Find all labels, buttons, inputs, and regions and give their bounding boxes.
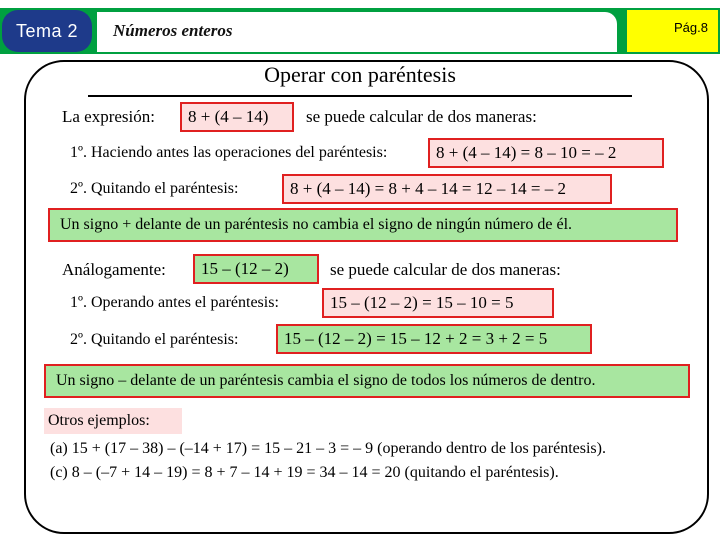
- page-title: Operar con paréntesis: [264, 62, 456, 87]
- second-method1-label: 1º. Operando antes el paréntesis:: [70, 294, 279, 311]
- example-a: (a) 15 + (17 – 38) – (–14 + 17) = 15 – 21 – 3 = – 9 (operando dentro de los paréntesis).: [50, 440, 606, 457]
- first-method1-label: 1º. Haciendo antes las operaciones del paréntesis:: [70, 144, 388, 161]
- second-method2-label: 2º. Quitando el paréntesis:: [70, 331, 239, 348]
- example-c: (c) 8 – (–7 + 14 – 19) = 8 + 7 – 14 + 19 = 34 – 14 = 20 (quitando el paréntesis).: [50, 464, 559, 481]
- second-suffix: se puede calcular de dos maneras:: [330, 260, 561, 279]
- first-method2-value: 8 + (4 – 14) = 8 + 4 – 14 = 12 – 14 = – 2: [282, 174, 612, 204]
- first-method2-label: 2º. Quitando el paréntesis:: [70, 180, 239, 197]
- title-underline: [88, 95, 632, 97]
- intro-label: La expresión:: [62, 107, 155, 126]
- rule-plus: Un signo + delante de un paréntesis no cambia el signo de ningún número de él.: [48, 208, 678, 242]
- intro-expression: 8 + (4 – 14): [180, 102, 294, 132]
- second-label: Análogamente:: [62, 260, 166, 279]
- second-method2-value: 15 – (12 – 2) = 15 – 12 + 2 = 3 + 2 = 5: [276, 324, 592, 354]
- second-expression: 15 – (12 – 2): [193, 254, 319, 284]
- intro-suffix: se puede calcular de dos maneras:: [306, 107, 537, 126]
- tema-badge: Tema 2: [2, 10, 92, 52]
- examples-label: Otros ejemplos:: [44, 408, 182, 434]
- second-method1-value: 15 – (12 – 2) = 15 – 10 = 5: [322, 288, 554, 318]
- page-number: Pág.8: [627, 10, 718, 52]
- rule-minus: Un signo – delante de un paréntesis cambia el signo de todos los números de dentro.: [44, 364, 690, 398]
- section-title: Números enteros: [113, 21, 233, 40]
- first-method1-value: 8 + (4 – 14) = 8 – 10 = – 2: [428, 138, 664, 168]
